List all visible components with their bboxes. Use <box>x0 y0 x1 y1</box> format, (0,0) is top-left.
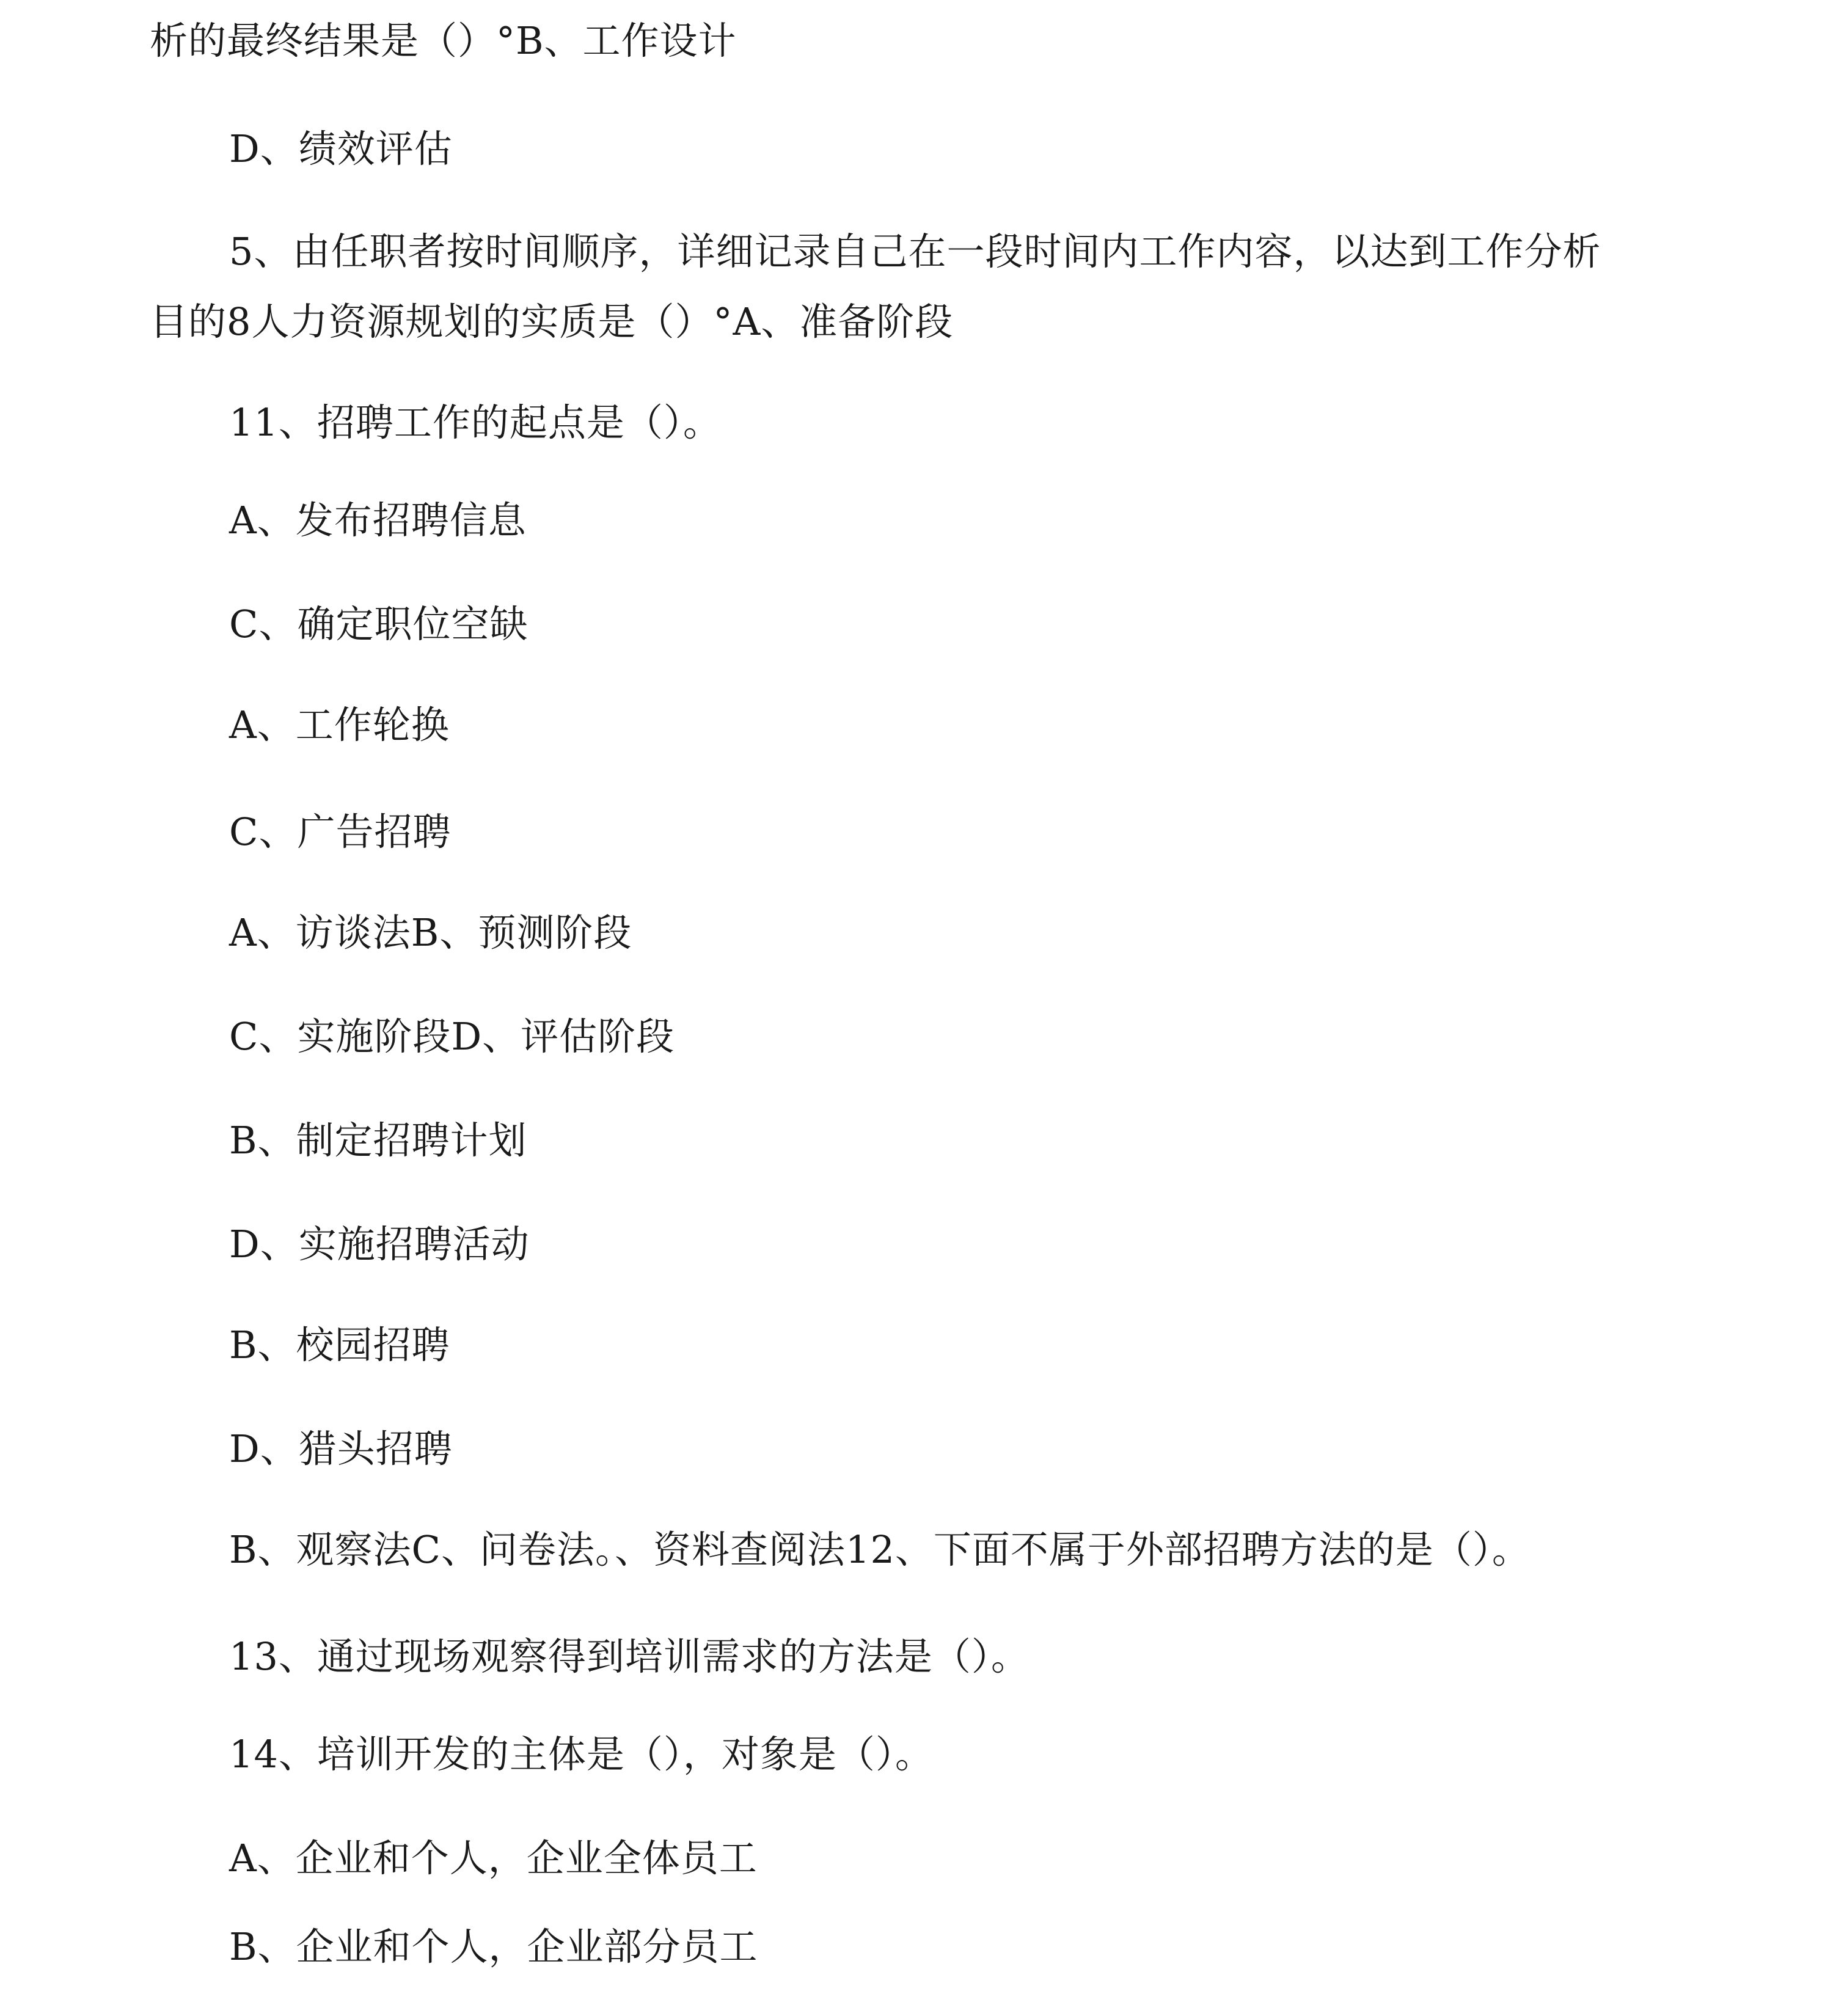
text-line: B、观察法C、问卷法。、资料查阅法12、下面不属于外部招聘方法的是（）。 <box>229 1527 1531 1572</box>
text-line: C、广告招聘 <box>229 809 452 854</box>
text-line: D、猎头招聘 <box>229 1426 453 1471</box>
text-line: 5、由任职者按时间顺序，详细记录自己在一段时间内工作内容，以达到工作分析 <box>229 229 1601 274</box>
text-line: B、企业和个人，企业部分员工 <box>229 1924 758 1969</box>
text-line: A、企业和个人，企业全体员工 <box>229 1836 758 1880</box>
text-line: 目的8人力资源规划的实质是（）°A、准备阶段 <box>150 299 954 344</box>
text-line: 14、培训开发的主体是（），对象是（）。 <box>229 1732 934 1777</box>
text-line: 析的最终结果是（）°B、工作设计 <box>150 18 737 63</box>
text-line: C、确定职位空缺 <box>229 602 528 646</box>
text-line: C、实施阶段D、评估阶段 <box>229 1014 675 1059</box>
text-line: D、实施招聘活动 <box>229 1222 530 1266</box>
text-line: A、发布招聘信息 <box>229 498 527 542</box>
text-line: B、校园招聘 <box>229 1323 450 1367</box>
text-line: A、访谈法B、预测阶段 <box>229 910 632 955</box>
text-line: A、工作轮换 <box>229 703 450 747</box>
text-line: B、制定招聘计划 <box>229 1118 527 1163</box>
text-line: D、绩效评估 <box>229 126 453 171</box>
text-line: 13、通过现场观察得到培训需求的方法是（）。 <box>229 1634 1030 1679</box>
text-line: 11、招聘工作的起点是（）。 <box>229 400 722 445</box>
